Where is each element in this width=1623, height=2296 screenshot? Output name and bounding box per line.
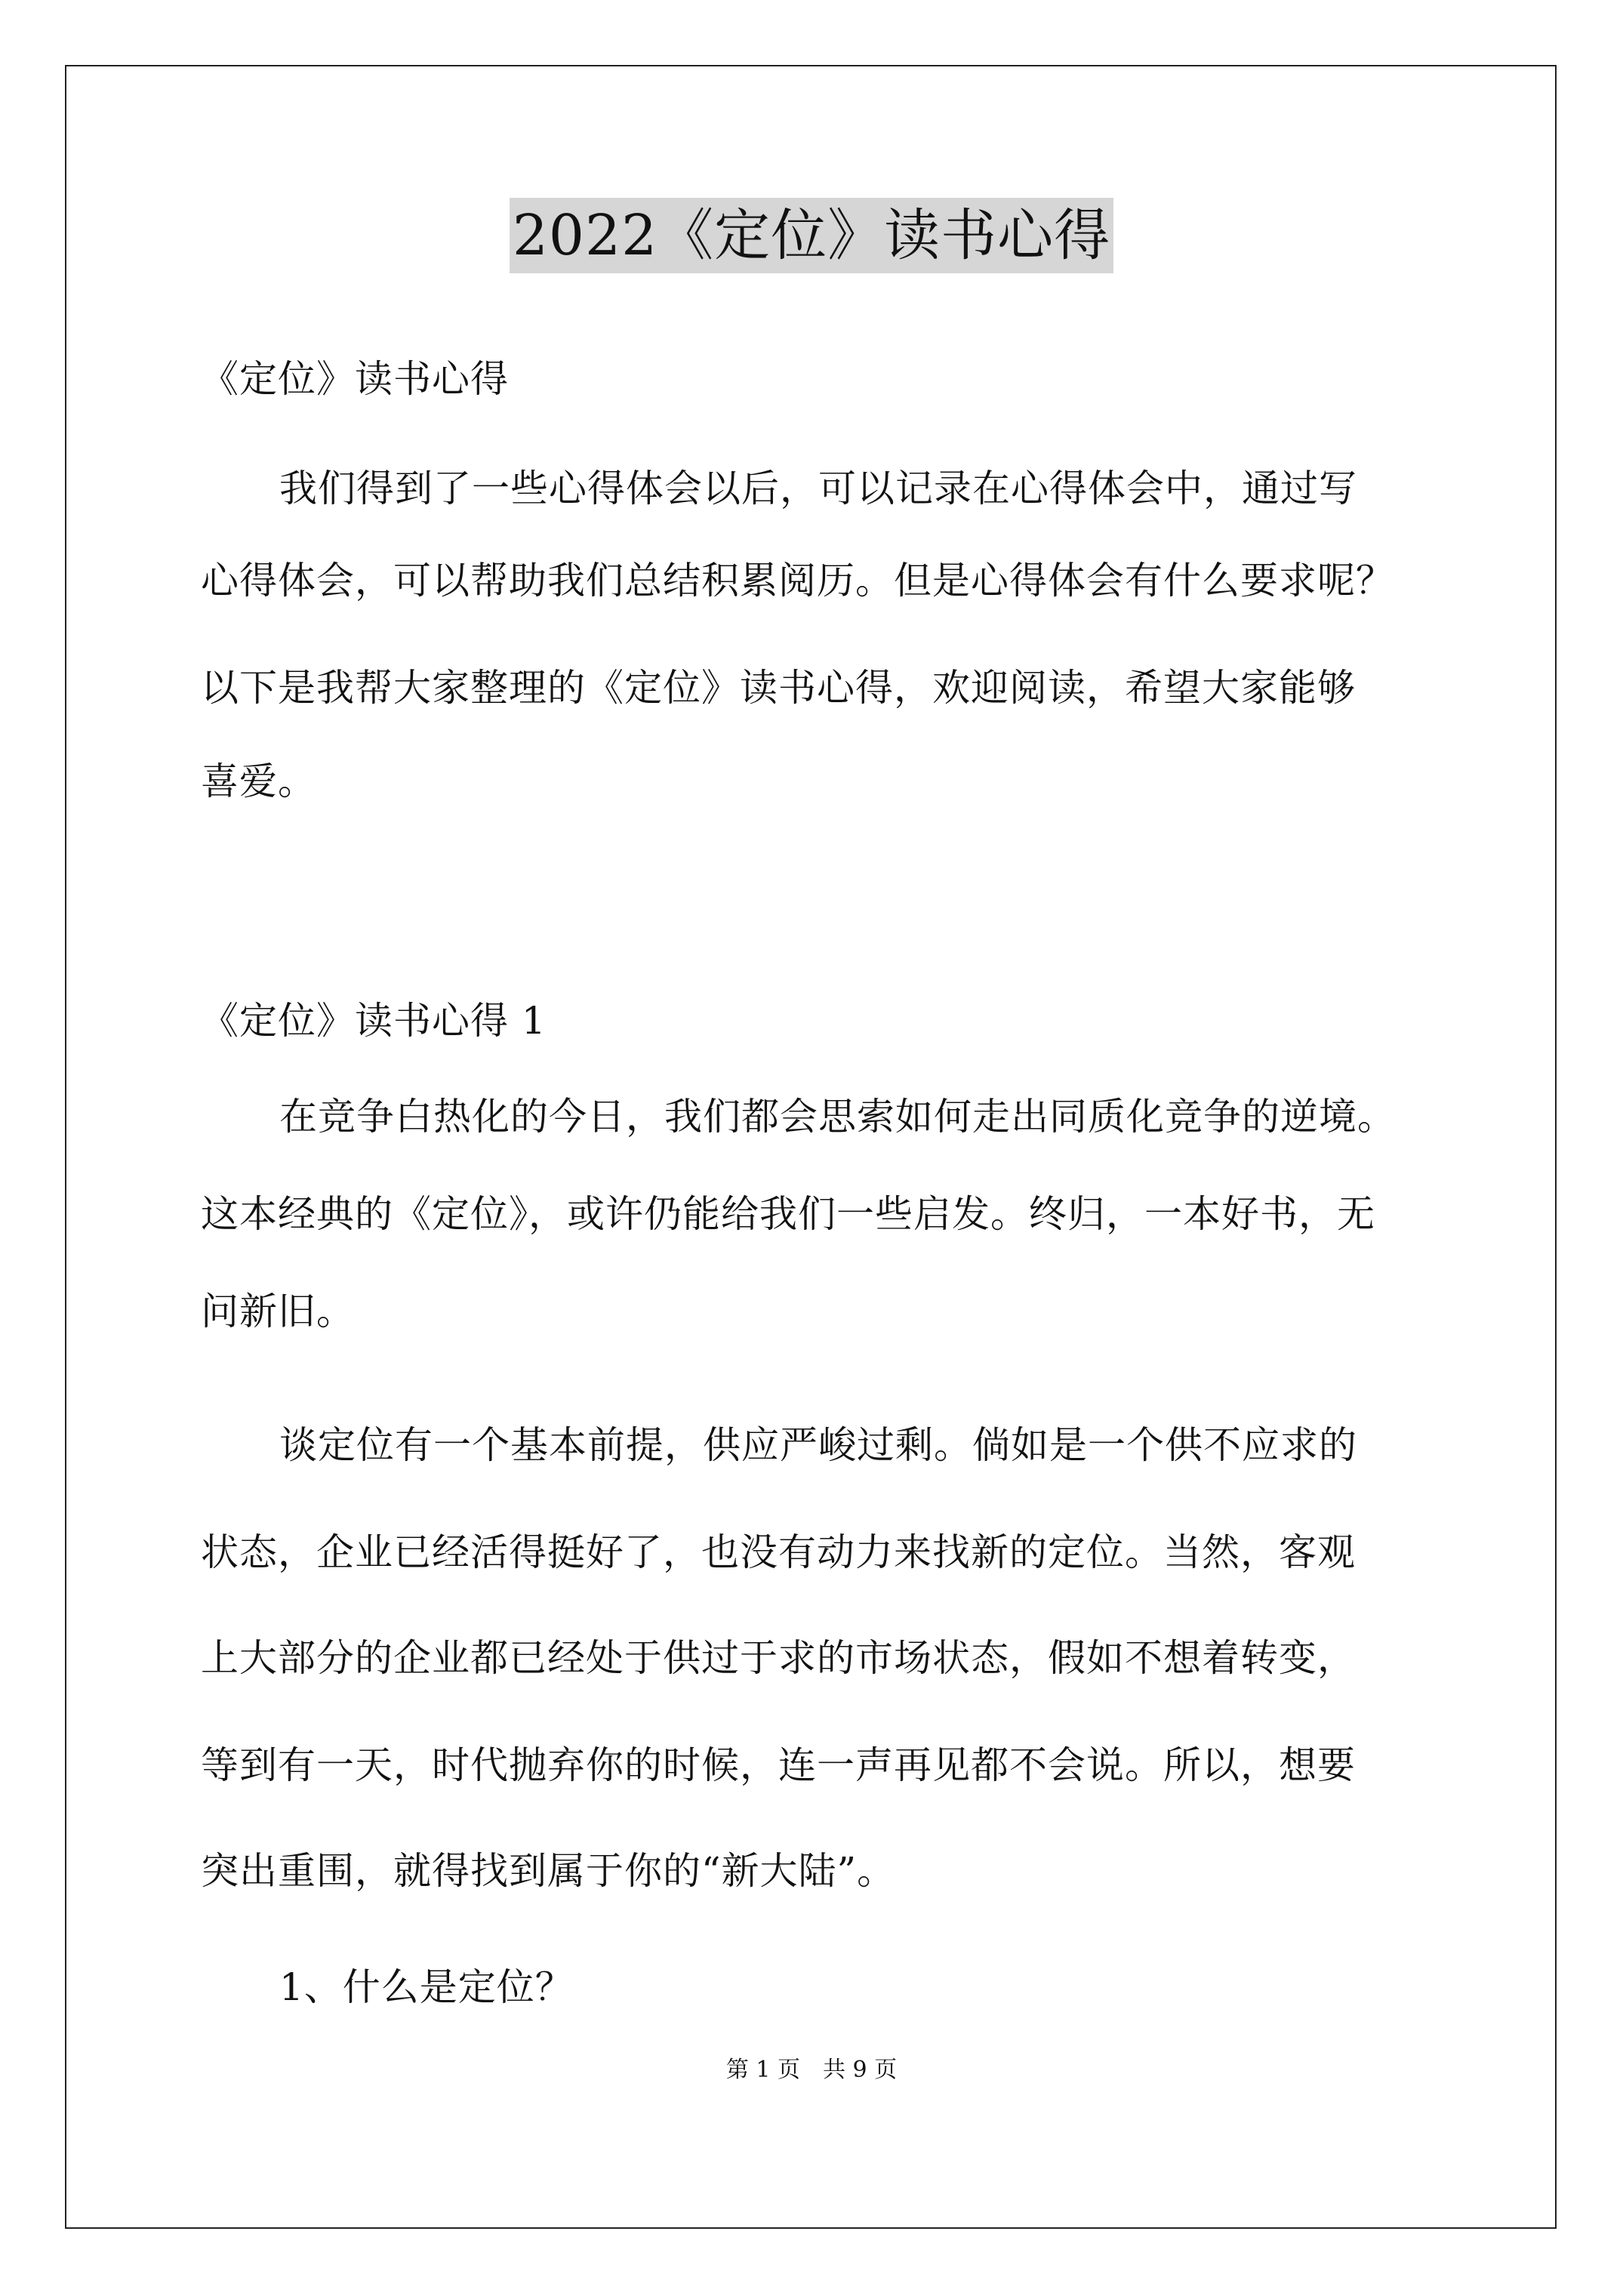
page-number: 第 1 页 共 9 页 xyxy=(725,2057,898,2083)
paragraph-line: 谈定位有一个基本前提，供应严峻过剩。倘如是一个供不应求的 xyxy=(279,1423,1357,1467)
subtitle: 《定位》读书心得 xyxy=(201,357,509,401)
intro-line: 我们得到了一些心得体会以后，可以记录在心得体会中，通过写 xyxy=(279,467,1357,510)
list-item: 1、什么是定位？ xyxy=(279,1965,574,2009)
intro-line: 喜爱。 xyxy=(201,760,316,803)
paragraph-line: 等到有一天，时代抛弃你的时候，连一声再见都不会说。所以，想要 xyxy=(201,1743,1356,1787)
document-title: 2022《定位》读书心得 xyxy=(510,198,1113,273)
paragraph-line: 状态，企业已经活得挺好了，也没有动力来找新的定位。当然，客观 xyxy=(201,1530,1356,1574)
paragraph-line: 在竞争白热化的今日，我们都会思索如何走出同质化竞争的逆境。 xyxy=(279,1095,1396,1139)
paragraph-line: 这本经典的《定位》，或许仍能给我们一些启发。终归，一本好书，无 xyxy=(201,1192,1375,1236)
intro-line: 以下是我帮大家整理的《定位》读书心得，欢迎阅读，希望大家能够 xyxy=(201,666,1356,710)
paragraph-line: 上大部分的企业都已经处于供过于求的市场状态，假如不想着转变， xyxy=(201,1636,1356,1680)
section-heading: 《定位》读书心得 1 xyxy=(201,999,547,1043)
intro-line: 心得体会，可以帮助我们总结积累阅历。但是心得体会有什么要求呢？ xyxy=(201,559,1394,603)
paragraph-line: 突出重围，就得找到属于你的“新大陆”。 xyxy=(201,1849,896,1893)
paragraph-line: 问新旧。 xyxy=(201,1290,355,1333)
title-container xyxy=(0,198,1623,273)
